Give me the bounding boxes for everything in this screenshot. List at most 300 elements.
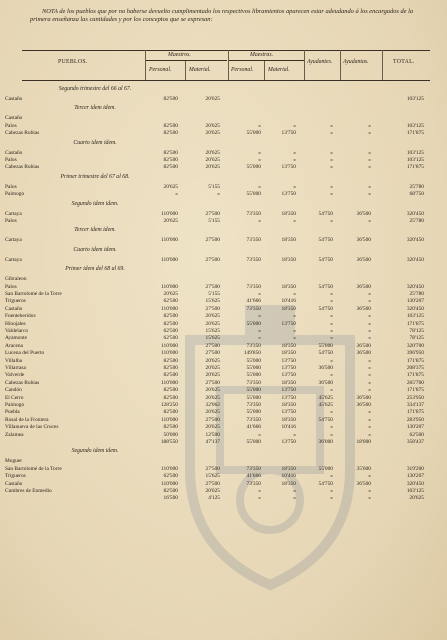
amount-cell: 18'350 — [281, 342, 296, 349]
amount-cell: 110'000 — [161, 256, 178, 263]
table-row — [0, 291, 447, 298]
amount-cell: 62'500 — [163, 328, 178, 334]
amount-cell: 36'500 — [356, 342, 371, 349]
table-row — [0, 432, 447, 439]
amount-cell: 27'500 — [205, 283, 220, 290]
amount-cell: » — [330, 218, 333, 224]
amount-cell: 27'500 — [205, 480, 220, 487]
amount-cell: » — [368, 473, 371, 480]
amount-cell: 10'416 — [281, 298, 296, 305]
amount-cell: 20'625 — [205, 372, 220, 379]
amount-cell: » — [293, 488, 296, 494]
amount-cell: 20'625 — [205, 130, 220, 137]
table-row — [0, 328, 447, 335]
pueblo-name: Cartaya — [5, 256, 22, 263]
amount-cell: » — [368, 298, 371, 305]
amount-cell: 110'000 — [161, 237, 178, 244]
amount-cell: 82'500 — [163, 157, 178, 163]
amount-cell: 36'500 — [356, 480, 371, 487]
amount-cell: » — [330, 424, 333, 431]
amount-cell: » — [330, 313, 333, 320]
amount-cell: 20'625 — [205, 387, 220, 394]
amount-cell: 20'625 — [205, 394, 220, 401]
pueblo-name: Cabezas Rubias — [5, 164, 40, 171]
amount-cell: 27'500 — [205, 305, 220, 312]
pueblo-name: Gibraleon — [5, 276, 27, 283]
amount-cell: » — [293, 183, 296, 190]
amount-cell: » — [258, 431, 261, 438]
column-divider — [185, 61, 186, 80]
pueblo-name: Trigueros — [5, 298, 26, 305]
amount-cell: 10'416 — [281, 424, 296, 431]
amount-cell: 45'625 — [318, 402, 333, 408]
amount-cell: » — [258, 122, 261, 129]
amount-cell: » — [293, 313, 296, 320]
pueblo-name: Castaño — [5, 305, 23, 312]
amount-cell: 54'750 — [318, 256, 333, 263]
amount-cell: 55'000 — [246, 394, 261, 401]
amount-cell: » — [258, 157, 261, 163]
amount-cell: 54'750 — [318, 480, 333, 487]
amount-cell: 82'500 — [163, 372, 178, 379]
amount-cell: 27'500 — [205, 350, 220, 357]
amount-cell: 208'375 — [406, 365, 424, 371]
table-row — [0, 96, 447, 103]
amount-cell: 12'500 — [205, 431, 220, 438]
amount-cell: 13'750 — [281, 164, 296, 171]
amount-cell: » — [293, 495, 296, 502]
amount-cell: 27'500 — [205, 210, 220, 217]
pueblo-name: San Bartolomé de la Torre — [5, 291, 62, 297]
table-row — [0, 372, 447, 379]
amount-cell: 5'155 — [208, 183, 220, 190]
table-row — [0, 164, 447, 171]
amount-cell: 20'625 — [205, 313, 220, 320]
amount-cell: 36'500 — [356, 394, 371, 401]
amount-cell: 171'875 — [406, 130, 424, 137]
amount-cell: 73'350 — [246, 465, 261, 472]
amount-cell: 82'500 — [163, 357, 178, 364]
amount-cell: » — [330, 164, 333, 171]
amount-cell: » — [330, 191, 333, 198]
table-row — [0, 150, 447, 157]
pueblo-name: Palos — [5, 183, 17, 190]
amount-cell: 36'500 — [356, 237, 371, 244]
amount-cell: » — [293, 335, 296, 342]
table-row — [0, 343, 447, 350]
amount-cell: » — [368, 313, 371, 320]
amount-cell: » — [368, 149, 371, 156]
amount-cell: 73'350 — [246, 416, 261, 423]
section-heading: Cuarto idem idem. — [73, 139, 117, 146]
amount-cell: » — [258, 495, 261, 502]
amount-cell: » — [368, 328, 371, 334]
pueblo-name: Trigueros — [5, 473, 26, 480]
amount-cell: 36'500 — [356, 350, 371, 357]
amount-cell: 18'350 — [281, 465, 296, 472]
amount-cell: » — [368, 379, 371, 386]
amount-cell: 103'125 — [406, 96, 424, 102]
table-row — [0, 495, 447, 502]
amount-cell: » — [258, 218, 261, 224]
amount-cell: 13'750 — [281, 409, 296, 416]
table-row — [0, 473, 447, 480]
pueblo-name: Cumbres de Enmedio — [5, 488, 52, 494]
amount-cell: 27'500 — [205, 379, 220, 386]
amount-cell: 149'850 — [243, 350, 261, 357]
amount-cell: 20'625 — [205, 122, 220, 129]
amount-cell: 13'750 — [281, 439, 296, 445]
amount-cell: 50'000 — [163, 431, 178, 438]
amount-cell: 27'500 — [205, 416, 220, 423]
amount-cell: » — [293, 218, 296, 224]
amount-cell: 27'500 — [205, 342, 220, 349]
amount-cell: 110'000 — [161, 283, 178, 290]
amount-cell: 27'500 — [205, 465, 220, 472]
amount-cell: 130'207 — [406, 473, 424, 480]
table-row — [0, 365, 447, 372]
amount-cell: 36'000 — [318, 439, 333, 445]
amount-cell: » — [175, 191, 178, 198]
pueblo-name: Castaño — [5, 480, 23, 487]
amount-cell: 13'750 — [281, 387, 296, 394]
amount-cell: 41'666 — [246, 424, 261, 431]
amount-cell: » — [330, 335, 333, 342]
table-row — [0, 466, 447, 473]
amount-cell: 41'666 — [246, 298, 261, 305]
amount-cell: 73'350 — [246, 402, 261, 408]
table-row — [0, 115, 447, 122]
amount-cell: 25'780 — [409, 218, 424, 224]
amount-cell: 62'500 — [163, 335, 178, 342]
header-personal: Personal. — [149, 67, 172, 73]
section-heading: Segundo trimestre del 66 al 67. — [58, 86, 132, 92]
amount-cell: » — [368, 130, 371, 137]
pueblo-name: Puebla — [5, 409, 20, 416]
amount-cell: 55'000 — [246, 409, 261, 416]
pueblo-name: Cartaya — [5, 210, 22, 217]
header-total: TOTAL. — [393, 59, 415, 65]
amount-cell: 20'625 — [205, 320, 220, 327]
amount-cell: » — [368, 164, 371, 171]
amount-cell: » — [330, 298, 333, 305]
amount-cell: 103'125 — [406, 313, 424, 320]
amount-cell: » — [330, 328, 333, 334]
amount-cell: 13'750 — [281, 365, 296, 371]
amount-cell: 54'750 — [318, 305, 333, 312]
amount-cell: 319'200 — [406, 465, 424, 472]
header-ayudantas: Ayudantas. — [343, 59, 369, 65]
column-divider — [145, 50, 146, 80]
amount-cell: 18'350 — [281, 283, 296, 290]
amount-cell: » — [368, 335, 371, 342]
amount-cell: » — [330, 495, 333, 502]
amount-cell: 320'450 — [406, 480, 424, 487]
pueblo-name: Cabezas Rubias — [5, 130, 40, 137]
amount-cell: 130'207 — [406, 298, 424, 305]
amount-cell: » — [368, 218, 371, 224]
header-material-maestras: Material. — [268, 67, 290, 73]
amount-cell: » — [293, 291, 296, 297]
amount-cell: 73'350 — [246, 237, 261, 244]
amount-cell: 82'500 — [163, 424, 178, 431]
amount-cell: 55'000 — [246, 320, 261, 327]
amount-cell: » — [368, 424, 371, 431]
amount-cell: » — [258, 291, 261, 297]
pueblo-name: Paimogo — [5, 402, 25, 408]
table-row — [0, 439, 447, 446]
section-heading: Tercer idem idem. — [74, 105, 116, 112]
amount-cell: » — [330, 431, 333, 438]
amount-cell: » — [330, 157, 333, 163]
amount-cell: 73'350 — [246, 210, 261, 217]
amount-cell: » — [330, 357, 333, 364]
amount-cell: » — [330, 372, 333, 379]
amount-cell: 110'000 — [161, 480, 178, 487]
amount-cell: » — [368, 495, 371, 502]
table-row — [0, 237, 447, 244]
table-row — [0, 417, 447, 424]
amount-cell: » — [368, 372, 371, 379]
amount-cell: 110'000 — [161, 342, 178, 349]
amount-cell: 20'625 — [205, 96, 220, 102]
amount-cell: » — [368, 488, 371, 494]
section-heading: Cuarto idem idem. — [73, 246, 117, 253]
pueblo-name: Castaño — [5, 96, 23, 102]
amount-cell: 41'666 — [246, 473, 261, 480]
amount-cell: » — [368, 191, 371, 198]
table-row — [0, 313, 447, 320]
amount-cell: » — [293, 122, 296, 129]
amount-cell: 18'350 — [281, 379, 296, 386]
amount-cell: 320'450 — [406, 210, 424, 217]
amount-cell: 82'500 — [163, 387, 178, 394]
amount-cell: 54'750 — [318, 210, 333, 217]
amount-cell: » — [368, 416, 371, 423]
amount-cell: 18'350 — [281, 416, 296, 423]
pueblo-name: Castaño — [5, 149, 23, 156]
table-row — [0, 321, 447, 328]
amount-cell: 13'750 — [281, 320, 296, 327]
pueblo-name: San Bartolomé de la Torre — [5, 465, 62, 472]
amount-cell: 171'875 — [406, 320, 424, 327]
amount-cell: 73'350 — [246, 256, 261, 263]
section-heading: Primer idem del 68 al 69. — [65, 266, 125, 273]
amount-cell: 20'625 — [205, 149, 220, 156]
amount-cell: 73'350 — [246, 305, 261, 312]
amount-cell: 55'000 — [246, 191, 261, 198]
table-row — [0, 387, 447, 394]
amount-cell: 128'250 — [160, 402, 178, 408]
amount-cell: 55'000 — [246, 357, 261, 364]
amount-cell: » — [330, 122, 333, 129]
amount-cell: » — [217, 191, 220, 198]
pueblo-name: Palos — [5, 283, 17, 290]
pueblo-name: Rosal de la Frontera — [5, 416, 49, 423]
amount-cell: » — [258, 488, 261, 494]
amount-cell: » — [368, 122, 371, 129]
pueblo-name: El Cerro — [5, 394, 24, 401]
pueblo-name: Palos — [5, 122, 17, 129]
amount-cell: 13'750 — [281, 130, 296, 137]
amount-cell: 36'500 — [356, 210, 371, 217]
amount-cell: 13'750 — [281, 357, 296, 364]
amount-cell: 73'350 — [246, 480, 261, 487]
amount-cell: 110'000 — [161, 379, 178, 386]
amount-cell: 103'125 — [406, 122, 424, 129]
table-row — [0, 276, 447, 283]
amount-cell: 15'625 — [205, 298, 220, 305]
amount-cell: 82'500 — [163, 122, 178, 129]
amount-cell: 265'700 — [406, 379, 424, 386]
amount-cell: 20'625 — [163, 218, 178, 224]
amount-cell: 82'500 — [163, 313, 178, 320]
amount-cell: 27'500 — [205, 237, 220, 244]
amount-cell: 45'625 — [318, 394, 333, 401]
amount-cell: 358'437 — [406, 439, 424, 445]
amount-cell: 20'625 — [205, 164, 220, 171]
header-ayudantes: Ayudantes. — [307, 59, 333, 65]
section-heading: Segundo idem idem. — [71, 448, 119, 455]
amount-cell: 55'000 — [318, 465, 333, 472]
table-row — [0, 184, 447, 191]
amount-cell: 82'500 — [163, 130, 178, 137]
amount-cell: 73'350 — [246, 342, 261, 349]
pueblo-name: Palos — [5, 218, 17, 224]
amount-cell: 5'155 — [208, 218, 220, 224]
column-divider — [304, 50, 305, 80]
amount-cell: » — [330, 409, 333, 416]
amount-cell: 82'500 — [163, 394, 178, 401]
amount-cell: » — [368, 157, 371, 163]
pueblo-name: Paimogo — [5, 191, 25, 198]
table-row — [0, 488, 447, 495]
amount-cell: 103'125 — [406, 157, 424, 163]
amount-cell: 55'000 — [246, 365, 261, 371]
amount-cell: 36'500 — [356, 283, 371, 290]
amount-cell: 171'875 — [406, 357, 424, 364]
amount-cell: 15'625 — [205, 473, 220, 480]
amount-cell: 18'350 — [281, 305, 296, 312]
amount-cell: 320'700 — [406, 342, 424, 349]
header-bottom-rule — [22, 80, 430, 81]
table-row — [0, 157, 447, 164]
amount-cell: 82'500 — [163, 164, 178, 171]
amount-cell: 20'625 — [409, 495, 424, 502]
table-row — [0, 380, 447, 387]
amount-cell: 20'625 — [205, 488, 220, 494]
amount-cell: 13'750 — [281, 191, 296, 198]
amount-cell: 18'350 — [281, 480, 296, 487]
amount-cell: » — [293, 149, 296, 156]
amount-cell: 13'750 — [281, 372, 296, 379]
amount-cell: 188'550 — [160, 439, 178, 445]
pueblo-name: Aracena — [5, 342, 23, 349]
amount-cell: 18'350 — [281, 350, 296, 357]
amount-cell: 55'000 — [246, 387, 261, 394]
amount-cell: 82'500 — [163, 149, 178, 156]
amount-cell: 36'500 — [318, 379, 333, 386]
amount-cell: » — [368, 431, 371, 438]
amount-cell: » — [293, 157, 296, 163]
table-row — [0, 130, 447, 137]
amount-cell: 283'950 — [406, 416, 424, 423]
amount-cell: 82'500 — [163, 96, 178, 102]
column-divider — [340, 50, 341, 80]
amount-cell: 5'155 — [208, 291, 220, 297]
pueblo-name: Valverde — [5, 372, 25, 379]
amount-cell: 20'625 — [205, 157, 220, 163]
amount-cell: 73'350 — [246, 283, 261, 290]
column-divider — [382, 50, 383, 80]
pueblo-name: Valdelarco — [5, 328, 29, 334]
amount-cell: » — [330, 291, 333, 297]
amount-cell: 18'350 — [281, 210, 296, 217]
amount-cell: 82'500 — [163, 365, 178, 371]
amount-cell: 110'000 — [161, 465, 178, 472]
table-row — [0, 424, 447, 431]
amount-cell: 62'500 — [409, 431, 424, 438]
amount-cell: 20'625 — [205, 365, 220, 371]
pueblo-name: Candón — [5, 387, 22, 394]
amount-cell: 110'000 — [161, 416, 178, 423]
pueblo-name: Moguer — [5, 458, 23, 465]
amount-cell: 36'500 — [356, 256, 371, 263]
amount-cell: 20'625 — [163, 183, 178, 190]
pueblo-name: Ayamonte — [5, 335, 27, 342]
amount-cell: 171'875 — [406, 387, 424, 394]
table-row — [0, 409, 447, 416]
amount-cell: 15'625 — [205, 328, 220, 334]
amount-cell: 334'137 — [406, 402, 424, 408]
amount-cell: 18'000 — [356, 439, 371, 445]
amount-cell: 78'125 — [409, 328, 424, 334]
amount-cell: » — [368, 291, 371, 297]
table-row — [0, 458, 447, 465]
table-row — [0, 211, 447, 218]
amount-cell: 68'750 — [409, 191, 424, 198]
amount-cell: 15'625 — [205, 335, 220, 342]
amount-cell: » — [330, 130, 333, 137]
amount-cell: 18'350 — [281, 237, 296, 244]
amount-cell: » — [258, 149, 261, 156]
pueblo-name: Zalamea — [5, 431, 24, 438]
amount-cell: » — [293, 431, 296, 438]
amount-cell: » — [368, 183, 371, 190]
intro-note: NOTA de los pueblos que por no haberse devuelto cumplimentado los respectivos libramientos aparecen estar adeudando á los encargados de la primera enseñanza las cantidades y por los conceptos que se expresan: — [30, 8, 414, 23]
amount-cell: » — [368, 320, 371, 327]
amount-cell: » — [330, 183, 333, 190]
table-row — [0, 335, 447, 342]
amount-cell: » — [330, 320, 333, 327]
amount-cell: 47'137 — [205, 439, 220, 445]
amount-cell: » — [258, 328, 261, 334]
table-row — [0, 123, 447, 130]
amount-cell: » — [368, 387, 371, 394]
amount-cell: 55'000 — [246, 164, 261, 171]
pueblo-name: Castaño — [5, 115, 23, 122]
amount-cell: » — [368, 409, 371, 416]
amount-cell: 171'875 — [406, 372, 424, 379]
amount-cell: 396'950 — [406, 350, 424, 357]
amount-cell: 55'000 — [318, 342, 333, 349]
amount-cell: 82'500 — [163, 409, 178, 416]
amount-cell: » — [330, 387, 333, 394]
amount-cell: 55'000 — [246, 130, 261, 137]
amount-cell: 36'500 — [356, 305, 371, 312]
amount-cell: 18'350 — [281, 402, 296, 408]
amount-cell: 110'000 — [161, 305, 178, 312]
